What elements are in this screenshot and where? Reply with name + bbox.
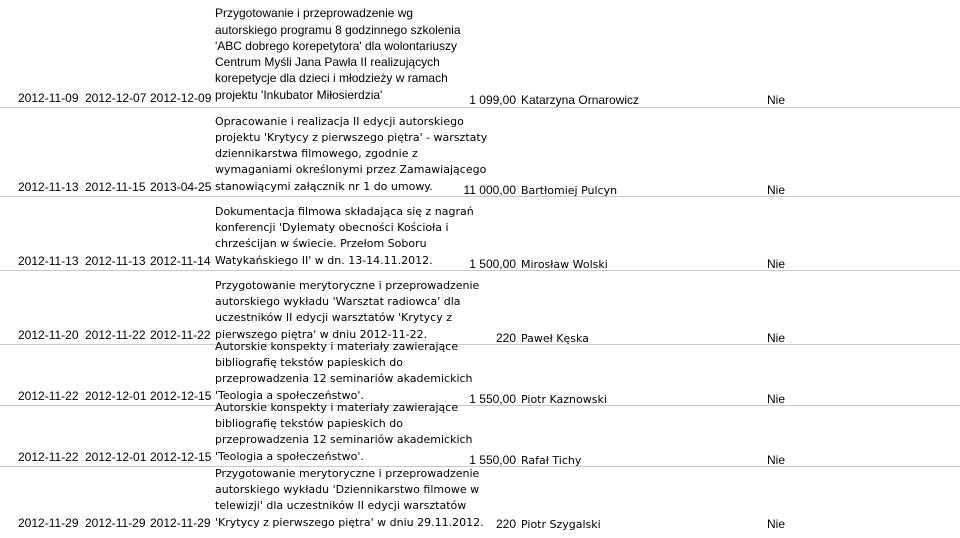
- description-line: dziennikarstwa filmowego, zgodnie z: [215, 147, 418, 161]
- start-date-cell: 2012-11-22: [85, 328, 146, 342]
- flag-cell: Nie: [767, 93, 786, 107]
- flag-cell: Nie: [767, 257, 786, 271]
- table-row: [0, 339, 960, 406]
- flag-cell: Nie: [767, 183, 786, 197]
- description-line: autorskiego programu 8 godzinnego szkolenia: [215, 22, 461, 37]
- description-line: chrześcijan w świecie. Przełom Soboru: [215, 237, 427, 251]
- description-line: uczestników II edycji warsztatów 'Krytycy z: [215, 311, 453, 325]
- table-row: [0, 196, 960, 269]
- description-line: Watykańskiego II' w dn. 13-14.11.2012.: [215, 253, 433, 267]
- description-cell: [215, 114, 488, 195]
- person-cell: Paweł Kęska: [521, 332, 589, 345]
- start-date-cell: 2012-12-07: [85, 91, 147, 105]
- person-cell: Katarzyna Ornarowicz: [521, 93, 640, 107]
- description-cell: [215, 5, 467, 103]
- end-date-cell: 2012-11-14: [150, 254, 211, 268]
- end-date-cell: 2012-12-15: [150, 389, 212, 403]
- end-date-cell: 2012-11-22: [150, 328, 211, 342]
- contract-date-cell: 2012-11-13: [18, 254, 79, 268]
- description-line: 'Teologia a społeczeństwo'.: [215, 449, 364, 463]
- description-line: Autorskie konspekty i materiały zawierające: [215, 400, 459, 414]
- person-cell: Piotr Szygalski: [521, 518, 601, 531]
- contract-date-cell: 2012-11-29: [18, 516, 79, 530]
- description-line: autorskiego wykładu 'Warsztat radiowca' dla: [215, 295, 461, 309]
- description-line: bibliografię tekstów papieskich do: [215, 356, 403, 370]
- table-row: [0, 0, 960, 106]
- start-date-cell: 2012-11-15: [85, 180, 146, 194]
- description-cell: [215, 204, 474, 269]
- description-line: Dokumentacja filmowa składająca się z nagrań: [215, 204, 474, 218]
- end-date-cell: 2012-11-29: [150, 516, 211, 530]
- description-line: przeprowadzenia 12 seminariów akademickich: [215, 372, 473, 386]
- description-line: projektu 'Krytycy z pierwszego piętra' - warsztaty: [215, 130, 488, 144]
- amount-cell: 1 550,00: [469, 453, 516, 467]
- end-date-cell: 2012-12-15: [150, 450, 212, 464]
- contract-date-cell: 2012-11-22: [18, 389, 79, 403]
- description-line: przeprowadzenia 12 seminariów akademickich: [215, 433, 473, 447]
- amount-cell: 11 000,00: [463, 183, 516, 197]
- description-line: bibliografię tekstów papieskich do: [215, 417, 403, 431]
- description-line: Przygotowanie i przeprowadzenie wg: [215, 6, 414, 21]
- start-date-cell: 2012-11-13: [85, 254, 146, 268]
- flag-cell: Nie: [767, 453, 786, 467]
- end-date-cell: 2012-12-09: [150, 91, 212, 105]
- description-line: konferencji 'Dylematy obecności Kościoła i: [215, 221, 449, 235]
- start-date-cell: 2012-12-01: [85, 389, 147, 403]
- description-line: stanowiącymi załącznik nr 1 do umowy.: [215, 179, 433, 193]
- description-cell: [215, 466, 484, 531]
- table-row: [0, 466, 960, 531]
- description-line: Opracowanie i realizacja II edycji autorskiego: [215, 114, 464, 128]
- description-line: projektu 'Inkubator Miłosierdzia': [215, 87, 383, 102]
- person-cell: Mirosław Wolski: [521, 258, 608, 271]
- contract-date-cell: 2012-11-09: [18, 91, 79, 105]
- description-line: 'ABC dobrego korepetytora' dla wolontariuszy: [215, 38, 458, 53]
- description-cell: [215, 400, 473, 465]
- person-cell: Bartłomiej Pulcyn: [521, 184, 618, 197]
- amount-cell: 1 500,00: [469, 257, 516, 271]
- contract-date-cell: 2012-11-20: [18, 328, 79, 342]
- amount-cell: 220: [495, 331, 516, 345]
- amount-cell: 1 550,00: [469, 392, 516, 406]
- flag-cell: Nie: [767, 517, 786, 531]
- person-cell: Piotr Kaznowski: [521, 393, 607, 406]
- contract-date-cell: 2012-11-13: [18, 180, 79, 194]
- description-line: Centrum Myśli Jana Pawła II realizujących: [215, 55, 440, 70]
- description-line: 'Krytycy z pierwszego piętra' w dniu 29.11.2012.: [215, 515, 484, 529]
- description-line: korepetycje dla dzieci i młodzieży w ramach: [215, 71, 448, 86]
- description-line: wymaganiami określonymi przez Zamawiającego: [215, 163, 487, 177]
- contract-date-cell: 2012-11-22: [18, 450, 79, 464]
- table-row: [0, 400, 960, 467]
- table-row: [0, 107, 960, 195]
- person-cell: Rafał Tichy: [521, 454, 582, 467]
- description-line: Przygotowanie merytoryczne i przeprowadzenie: [215, 466, 480, 480]
- description-line: Autorskie konspekty i materiały zawierające: [215, 339, 459, 353]
- amount-cell: 220: [495, 517, 516, 531]
- description-line: autorskiego wykładu 'Dziennikarstwo filmowe w: [215, 483, 480, 497]
- table-row: [0, 270, 960, 343]
- amount-cell: 1 099,00: [469, 93, 516, 107]
- description-line: pierwszego piętra' w dniu 2012-11-22.: [215, 327, 428, 341]
- flag-cell: Nie: [767, 392, 786, 406]
- description-line: telewizji' dla uczestników II edycji warsztatów: [215, 499, 467, 513]
- description-cell: [215, 339, 473, 404]
- start-date-cell: 2012-12-01: [85, 450, 147, 464]
- start-date-cell: 2012-11-29: [85, 516, 146, 530]
- flag-cell: Nie: [767, 331, 786, 345]
- description-line: Przygotowanie merytoryczne i przeprowadzenie: [215, 278, 480, 292]
- description-cell: [215, 278, 480, 343]
- end-date-cell: 2013-04-25: [150, 180, 212, 194]
- description-line: 'Teologia a społeczeństwo'.: [215, 388, 364, 402]
